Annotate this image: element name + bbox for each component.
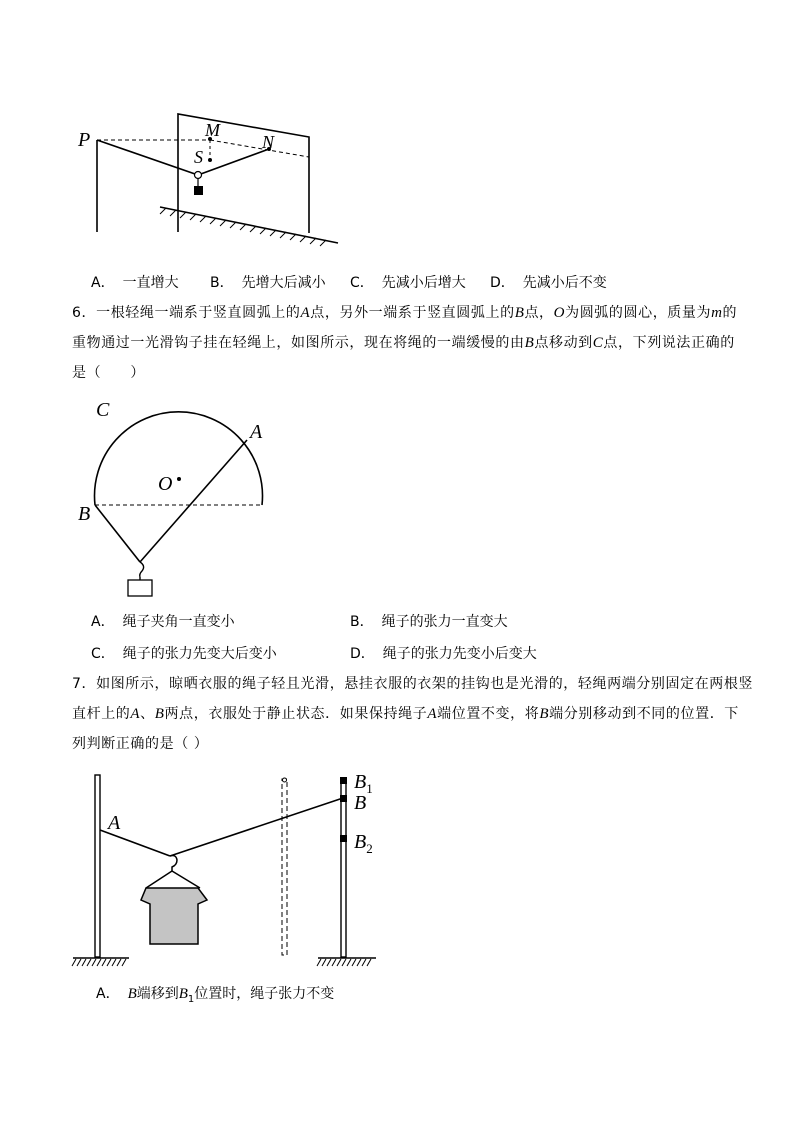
text: 、 bbox=[140, 706, 155, 722]
option-key: B． bbox=[350, 614, 374, 630]
text: 直杆上的 bbox=[72, 706, 131, 722]
option-text: 端移到 bbox=[136, 986, 179, 1002]
option-text: 绳子的张力一直变大 bbox=[381, 614, 508, 630]
fig2-label-b: B bbox=[78, 503, 91, 525]
var: A bbox=[427, 706, 438, 722]
var: B bbox=[539, 706, 550, 722]
text: 端位置不变，将 bbox=[437, 706, 540, 722]
option-text: 位置时，绳子张力不变 bbox=[194, 986, 335, 1002]
option-key: C． bbox=[91, 646, 115, 662]
fig2-label-a: A bbox=[250, 421, 263, 443]
question-number: 6． bbox=[72, 305, 97, 321]
var: B bbox=[154, 706, 165, 722]
fig1-label-n: N bbox=[262, 132, 275, 152]
fig2-label-c: C bbox=[96, 399, 110, 421]
option-key: C． bbox=[350, 275, 374, 291]
fig1-label-s: S bbox=[194, 147, 203, 167]
label-subscript: 1 bbox=[366, 781, 373, 796]
q7-option-a[interactable] bbox=[96, 983, 334, 1005]
var: O bbox=[553, 305, 566, 321]
text: 点移动到 bbox=[534, 335, 593, 351]
option-key: D． bbox=[490, 275, 515, 291]
text: 一根轻绳一端系于竖直圆弧上的 bbox=[96, 305, 301, 321]
fig2-label-o: O bbox=[158, 473, 173, 495]
option-key: A． bbox=[96, 986, 120, 1002]
option-text: 一直增大 bbox=[122, 275, 179, 291]
question-number: 7． bbox=[72, 676, 97, 692]
option-key: A． bbox=[91, 614, 115, 630]
fig3-label-b: B bbox=[354, 792, 367, 814]
label-main: B bbox=[354, 771, 367, 793]
var: C bbox=[592, 335, 604, 351]
text: 重物通过一光滑钩子挂在轻绳上，如图所示，现在将绳的一端缓慢的由 bbox=[72, 335, 525, 351]
option-text: 先减小后不变 bbox=[522, 275, 607, 291]
var: A bbox=[130, 706, 141, 722]
text: 两点，衣服处于静止状态．如果保持绳子 bbox=[164, 706, 428, 722]
text: 是（ ） bbox=[72, 365, 145, 381]
text: 如图所示，晾晒衣服的绳子轻且光滑，悬挂衣服的衣架的挂钩也是光滑的，轻绳两端分别固定在两根竖 bbox=[96, 676, 754, 692]
var: B bbox=[127, 986, 137, 1002]
option-text: 绳子夹角一直变小 bbox=[122, 614, 235, 630]
subscript: 1 bbox=[187, 993, 195, 1005]
option-key: A． bbox=[91, 275, 115, 291]
fig1-label-p: P bbox=[78, 129, 91, 151]
option-key: D． bbox=[350, 646, 375, 662]
fig1-label-m: M bbox=[205, 120, 220, 140]
text: 端分别移动到不同的位置．下 bbox=[549, 706, 739, 722]
fig3-label-b2 bbox=[354, 831, 373, 856]
fig3-label-a: A bbox=[108, 812, 121, 834]
option-text: 绳子的张力先变大后变小 bbox=[122, 646, 277, 662]
option-text: 先增大后减小 bbox=[241, 275, 326, 291]
text: 点， bbox=[524, 305, 554, 321]
text: 列判断正确的是（ ） bbox=[72, 736, 209, 752]
option-key: B． bbox=[210, 275, 234, 291]
label-main: B bbox=[354, 831, 367, 853]
text: 点，下列说法正确的 bbox=[603, 335, 735, 351]
var: B bbox=[524, 335, 535, 351]
var: m bbox=[711, 305, 723, 321]
label-subscript: 2 bbox=[366, 841, 373, 856]
var: A bbox=[300, 305, 311, 321]
var: B bbox=[514, 305, 525, 321]
text: 为圆弧的圆心，质量为 bbox=[565, 305, 712, 321]
text: 的 bbox=[722, 305, 738, 321]
option-text: 先减小后增大 bbox=[381, 275, 466, 291]
var: B bbox=[178, 986, 188, 1002]
option-text: 绳子的张力先变小后变大 bbox=[382, 646, 537, 662]
text: 点，另外一端系于竖直圆弧上的 bbox=[310, 305, 515, 321]
